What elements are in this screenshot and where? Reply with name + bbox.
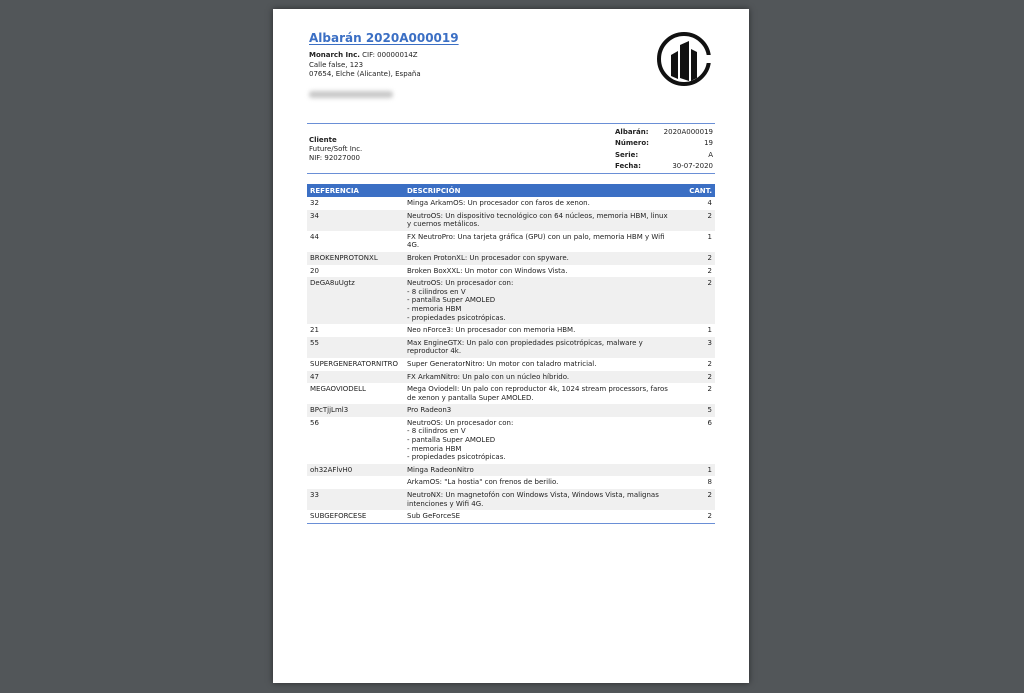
row-description: NeutroOS: Un procesador con: - 8 cilindros en V - pantalla Super AMOLED - memoria HBM - propiedades psicotrópicas.: [404, 277, 679, 324]
row-description: FX NeutroPro: Una tarjeta gráfica (GPU) con un palo, memoria HBM y Wifi 4G.: [407, 232, 665, 250]
row-reference: oh32AFlvH0: [307, 464, 404, 477]
table-row: [307, 197, 715, 210]
table-row: [307, 476, 715, 489]
row-reference: DeGA8uUgtz: [307, 277, 404, 324]
row-description: Broken ProtonXL: Un procesador con spyware.: [404, 252, 679, 265]
row-description: Sub GeForceSE: [404, 510, 679, 523]
column-header-description: DESCRIPCIÓN: [404, 184, 679, 197]
row-description: Minga RadeonNitro: [404, 464, 679, 477]
client-name: Future/Soft Inc.: [309, 145, 363, 153]
meta-value: A: [708, 150, 713, 159]
document-title: Albarán 2020A000019: [309, 31, 459, 45]
meta-key: Fecha:: [615, 162, 641, 171]
row-reference: 47: [307, 371, 404, 384]
row-description: Broken BoxXXL: Un motor con Windows Vista.: [407, 266, 568, 275]
table-row: [307, 464, 715, 477]
row-quantity: 2: [679, 510, 715, 523]
client-divider: [307, 173, 715, 174]
row-reference: 55: [307, 337, 404, 358]
row-quantity: 6: [707, 418, 712, 427]
meta-key: Número:: [615, 139, 649, 148]
client-block: [309, 136, 362, 163]
row-quantity: 2: [707, 359, 712, 368]
table-row: [307, 231, 715, 252]
row-reference: 20: [310, 266, 319, 275]
row-quantity: 4: [707, 199, 712, 207]
row-reference: 56: [310, 418, 319, 427]
table-row: [307, 324, 715, 337]
company-name: Monarch Inc.: [309, 51, 360, 59]
row-reference: MEGAOVIODELL: [310, 385, 366, 394]
row-quantity: 5: [679, 404, 715, 417]
table-row: [307, 417, 715, 464]
row-description: Minga ArkamOS: Un procesador con faros de xenon.: [407, 199, 590, 207]
row-reference: BPcTjjLml3: [307, 404, 404, 417]
row-quantity: 1: [707, 232, 712, 241]
column-header-quantity: CANT.: [679, 184, 715, 197]
company-address-line1: Calle false, 123: [309, 60, 364, 69]
row-description: Max EngineGTX: Un palo con propiedades psicotrópicas, malware y reproductor 4k.: [404, 337, 679, 358]
meta-key: Albarán:: [615, 127, 649, 136]
row-reference: 21: [310, 326, 319, 335]
row-reference: 32: [310, 199, 319, 207]
building-logo-icon: [656, 31, 712, 87]
row-reference: SUBGEFORCESE: [307, 510, 404, 523]
row-description: NeutroOS: Un dispositivo tecnológico con 64 núcleos, memoria HBM, linux y cuernos metálicos.: [404, 210, 679, 231]
row-reference: [307, 476, 404, 489]
table-row: [307, 510, 715, 523]
row-description: NeutroOS: Un procesador con: - 8 cilindros en V - pantalla Super AMOLED - memoria HBM - propiedades psicotrópicas.: [407, 418, 514, 462]
meta-key: Serie:: [615, 150, 639, 159]
row-quantity: 3: [679, 337, 715, 358]
document-meta: [615, 126, 713, 172]
row-description: Super GeneratorNitro: Un motor con taladro matricial.: [407, 359, 597, 368]
cif-label: CIF:: [362, 51, 375, 59]
row-description: Mega OviodelI: Un palo con reproductor 4k, 1024 stream processors, faros de xenon y pantalla Super AMOLED.: [407, 385, 668, 402]
row-reference: 34: [307, 210, 404, 231]
row-quantity: 2: [679, 371, 715, 384]
row-description: Pro Radeon3: [404, 404, 679, 417]
table-row: [307, 371, 715, 384]
meta-value: 19: [704, 139, 713, 148]
row-description: NeutroNX: Un magnetofón con Windows Vista, Windows Vista, malignas intenciones y Wifi 4G.: [404, 489, 679, 510]
row-reference: 33: [307, 489, 404, 510]
row-quantity: 1: [679, 464, 715, 477]
row-reference: BROKENPROTONXL: [307, 252, 404, 265]
company-info: [309, 51, 421, 80]
row-quantity: 2: [679, 489, 715, 510]
row-description: ArkamOS: "La hostia" con frenos de berilio.: [407, 478, 559, 487]
header-divider: [307, 123, 715, 124]
client-label: Cliente: [309, 136, 337, 144]
row-reference: SUPERGENERATORNITRO: [310, 359, 399, 368]
table-row: [307, 210, 715, 231]
table-row: [307, 383, 715, 404]
client-nif: NIF: 92027000: [309, 154, 360, 162]
table-row: [307, 337, 715, 358]
row-quantity: 2: [707, 266, 712, 275]
column-header-reference: REFERENCIA: [307, 184, 404, 197]
row-quantity: 2: [679, 210, 715, 231]
table-row: [307, 358, 715, 371]
meta-value: 30-07-2020: [672, 162, 713, 171]
items-table: [307, 184, 715, 524]
company-address-line2: 07654, Elche (Alicante), España: [309, 70, 421, 78]
row-quantity: 8: [707, 478, 712, 487]
row-quantity: 2: [679, 252, 715, 265]
row-reference: 44: [310, 232, 319, 241]
table-row: [307, 265, 715, 278]
document-page: [273, 9, 749, 683]
table-row: [307, 277, 715, 324]
row-quantity: 2: [679, 277, 715, 324]
row-quantity: 1: [707, 326, 712, 335]
row-description: Neo nForce3: Un procesador con memoria HBM.: [407, 326, 576, 335]
meta-value: 2020A000019: [663, 127, 713, 136]
row-description: FX ArkamNitro: Un palo con un núcleo híbrido.: [404, 371, 679, 384]
row-quantity: 2: [707, 385, 712, 394]
items-body: [307, 197, 715, 523]
table-row: [307, 252, 715, 265]
cif-value: 00000014Z: [377, 51, 418, 59]
table-row: [307, 489, 715, 510]
table-row: [307, 404, 715, 417]
blurred-email: [309, 91, 393, 98]
